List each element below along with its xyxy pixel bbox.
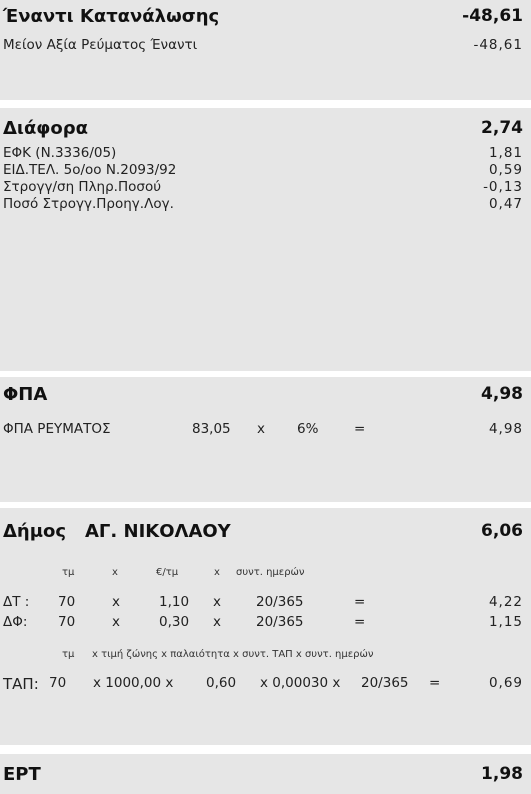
multiply-sign: x <box>257 421 265 437</box>
row-value: 4,22 <box>488 594 523 610</box>
col-header-eur-per-tm: €/τμ <box>156 567 179 578</box>
line-value: 0,47 <box>488 196 523 212</box>
vat-base: 83,05 <box>192 421 231 437</box>
section-title: Διάφορα <box>3 118 89 139</box>
section-title: Έναντι Κατανάλωσης <box>3 6 220 27</box>
row-tm: 70 <box>58 594 76 610</box>
line-label: Μείον Αξία Ρεύματος Έναντι <box>3 37 198 53</box>
equals-sign: = <box>354 421 366 437</box>
row-label: ΔΦ: <box>3 614 28 630</box>
section-total: -48,61 <box>462 6 523 26</box>
row-label: ΔΤ : <box>3 594 30 610</box>
row-days: 20/365 <box>256 614 304 630</box>
tap-header-cols: x τιμή ζώνης x παλαιότητα x συντ. ΤΑΠ x συντ. ημερών <box>92 649 374 660</box>
section-title-name: ΑΓ. ΝΙΚΟΛΑΟΥ <box>85 521 231 542</box>
line-label: ΕΙΔ.ΤΕΛ. 5ο/οο Ν.2093/92 <box>3 162 177 178</box>
section-total: 1,98 <box>481 764 523 784</box>
tap-days: 20/365 <box>361 675 409 691</box>
row-x: x <box>213 594 221 610</box>
line-value: 0,59 <box>488 162 523 178</box>
vat-label: ΦΠΑ ΡΕΥΜΑΤΟΣ <box>3 421 111 437</box>
tap-header-tm: τμ <box>62 649 75 660</box>
line-value: 1,81 <box>488 145 523 161</box>
line-label: ΕΦΚ (Ν.3336/05) <box>3 145 117 161</box>
tap-zone-price: x 1000,00 x <box>93 675 174 691</box>
section-ert <box>0 754 531 794</box>
row-rate: 0,30 <box>159 614 190 630</box>
line-label: Ποσό Στρογγ.Προηγ.Λογ. <box>3 196 174 212</box>
vat-rate: 6% <box>297 421 319 437</box>
section-consumption <box>0 0 531 100</box>
row-eq: = <box>354 594 366 610</box>
tap-eq: = <box>429 675 441 691</box>
row-tm: 70 <box>58 614 76 630</box>
col-header-days: συντ. ημερών <box>236 567 305 578</box>
tap-value: 0,69 <box>488 675 523 691</box>
row-x: x <box>112 614 120 630</box>
section-total: 6,06 <box>481 521 523 541</box>
section-total: 2,74 <box>481 118 523 138</box>
section-title: ΦΠΑ <box>3 384 48 405</box>
row-days: 20/365 <box>256 594 304 610</box>
tap-tm: 70 <box>49 675 67 691</box>
line-label: Στρογγ/ση Πληρ.Ποσού <box>3 179 162 195</box>
row-value: 1,15 <box>488 614 523 630</box>
line-value: -48,61 <box>473 37 523 53</box>
col-header-tm: τμ <box>62 567 75 578</box>
row-eq: = <box>354 614 366 630</box>
row-rate: 1,10 <box>159 594 190 610</box>
line-value: -0,13 <box>483 179 523 195</box>
section-title-prefix: Δήμος <box>3 521 67 542</box>
tap-label: ΤΑΠ: <box>3 675 39 693</box>
section-municipality <box>0 508 531 745</box>
col-header-x: x <box>214 567 220 578</box>
col-header-x: x <box>112 567 118 578</box>
section-vat <box>0 377 531 502</box>
row-x: x <box>112 594 120 610</box>
vat-value: 4,98 <box>488 421 523 437</box>
section-total: 4,98 <box>481 384 523 404</box>
section-title: ΕΡΤ <box>3 764 41 785</box>
section-misc <box>0 108 531 371</box>
row-x: x <box>213 614 221 630</box>
tap-age: 0,60 <box>206 675 237 691</box>
tap-coef: x 0,00030 x <box>260 675 341 691</box>
